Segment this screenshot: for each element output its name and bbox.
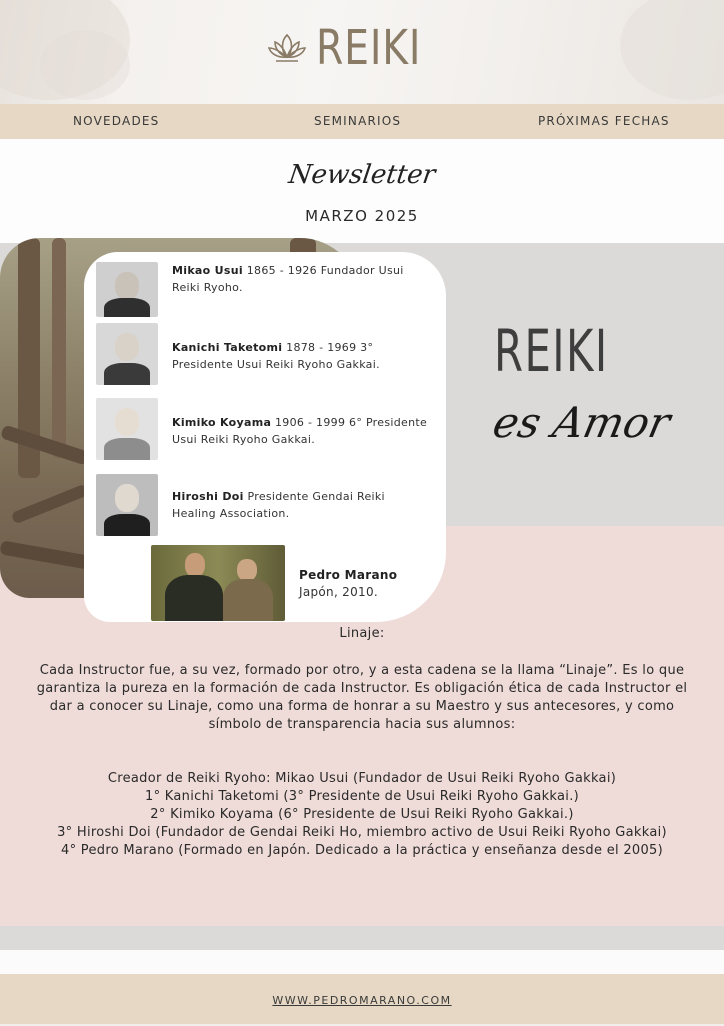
person-kanichi-taketomi: [96, 323, 428, 385]
person-mikao-usui: [96, 262, 428, 317]
tree-root: [11, 483, 90, 524]
person-desc: 1906 - 1999 6° Presidente Usui Reiki Ryoho Gakkai.: [172, 416, 428, 446]
lineage-list-item: 4° Pedro Marano (Formado en Japón. Dedicado a la práctica y enseñanza desde el 2005): [61, 843, 663, 858]
person-desc: 1865 - 1926 Fundador Usui Reiki Ryoho.: [172, 264, 404, 294]
person-name: Kanichi Taketomi: [172, 341, 283, 354]
person-desc: Presidente Gendai Reiki Healing Association.: [172, 490, 385, 520]
linaje-heading: Linaje:: [339, 626, 385, 641]
logo-text: REIKI: [316, 20, 422, 76]
tree-root: [0, 424, 90, 465]
main-nav: [0, 104, 724, 139]
person-name: Kimiko Koyama: [172, 416, 272, 429]
person-name: Hiroshi Doi: [172, 490, 244, 503]
newsletter-date: MARZO 2025: [305, 207, 419, 225]
person-desc: 1878 - 1969 3° Presidente Usui Reiki Ryoho Gakkai.: [172, 341, 380, 371]
lineage-list-item: 1° Kanichi Taketomi (3° Presidente de Usui Reiki Ryoho Gakkai.): [145, 789, 579, 804]
portrait-photo: [96, 262, 158, 317]
lineage-list-item: Creador de Reiki Ryoho: Mikao Usui (Fundador de Usui Reiki Ryoho Gakkai): [107, 771, 617, 786]
tree-root: [0, 540, 91, 569]
lineage-list-item: 2° Kimiko Koyama (6° Presidente de Usui Reiki Ryoho Gakkai.): [150, 807, 574, 822]
person-text: [172, 262, 428, 296]
linaje-intro: Cada Instructor fue, a su vez, formado por otro, y a esta cadena se la llama “Linaje”. Es lo que garantiza la pureza en la formación de cada Instructor. Es obligación ética de cada Instructor el dar a conocer su Linaje, como una forma de honrar a su Maestro y sus antecesores, y como símbolo de transparencia hacia sus alumnos:: [36, 663, 688, 732]
lineage-list-item: 3° Hiroshi Doi (Fundador de Gendai Reiki Ho, miembro activo de Usui Reiki Ryoho Gakkai): [57, 825, 667, 840]
portrait-photo: [96, 323, 158, 385]
lineage-list: [30, 770, 694, 860]
person-name: Mikao Usui: [172, 264, 243, 277]
tree-trunk: [52, 238, 66, 458]
nav-proximas-fechas[interactable]: PRÓXIMAS FECHAS: [538, 114, 670, 128]
footer: [0, 974, 724, 1024]
person-text: [299, 545, 419, 601]
newsletter-band: [0, 139, 724, 243]
photo-pedro-marano: [151, 545, 285, 621]
divider-band: [0, 950, 724, 974]
person-name: Pedro Marano: [299, 568, 398, 582]
header-texture: [620, 0, 724, 100]
lotus-icon: [266, 27, 308, 69]
divider-band: [0, 926, 724, 950]
person-hiroshi-doi: [96, 474, 428, 536]
newsletter-title: Newsletter: [286, 160, 438, 190]
person-kimiko-koyama: [96, 398, 428, 460]
nav-seminarios[interactable]: SEMINARIOS: [314, 114, 402, 128]
header-texture: [40, 30, 130, 100]
logo[interactable]: [266, 20, 444, 76]
header: [0, 0, 724, 104]
person-text: [172, 474, 428, 522]
person-text: [172, 398, 428, 448]
hero-title: REIKI: [494, 317, 609, 385]
website-link[interactable]: WWW.PEDROMARANO.COM: [272, 994, 452, 1007]
person-pedro-marano: [151, 545, 419, 621]
hero-subtitle: es Amor: [488, 398, 675, 447]
portrait-photo: [96, 474, 158, 536]
person-desc: Japón, 2010.: [299, 585, 379, 599]
nav-novedades[interactable]: NOVEDADES: [73, 114, 160, 128]
portrait-photo: [96, 398, 158, 460]
person-text: [172, 323, 428, 373]
